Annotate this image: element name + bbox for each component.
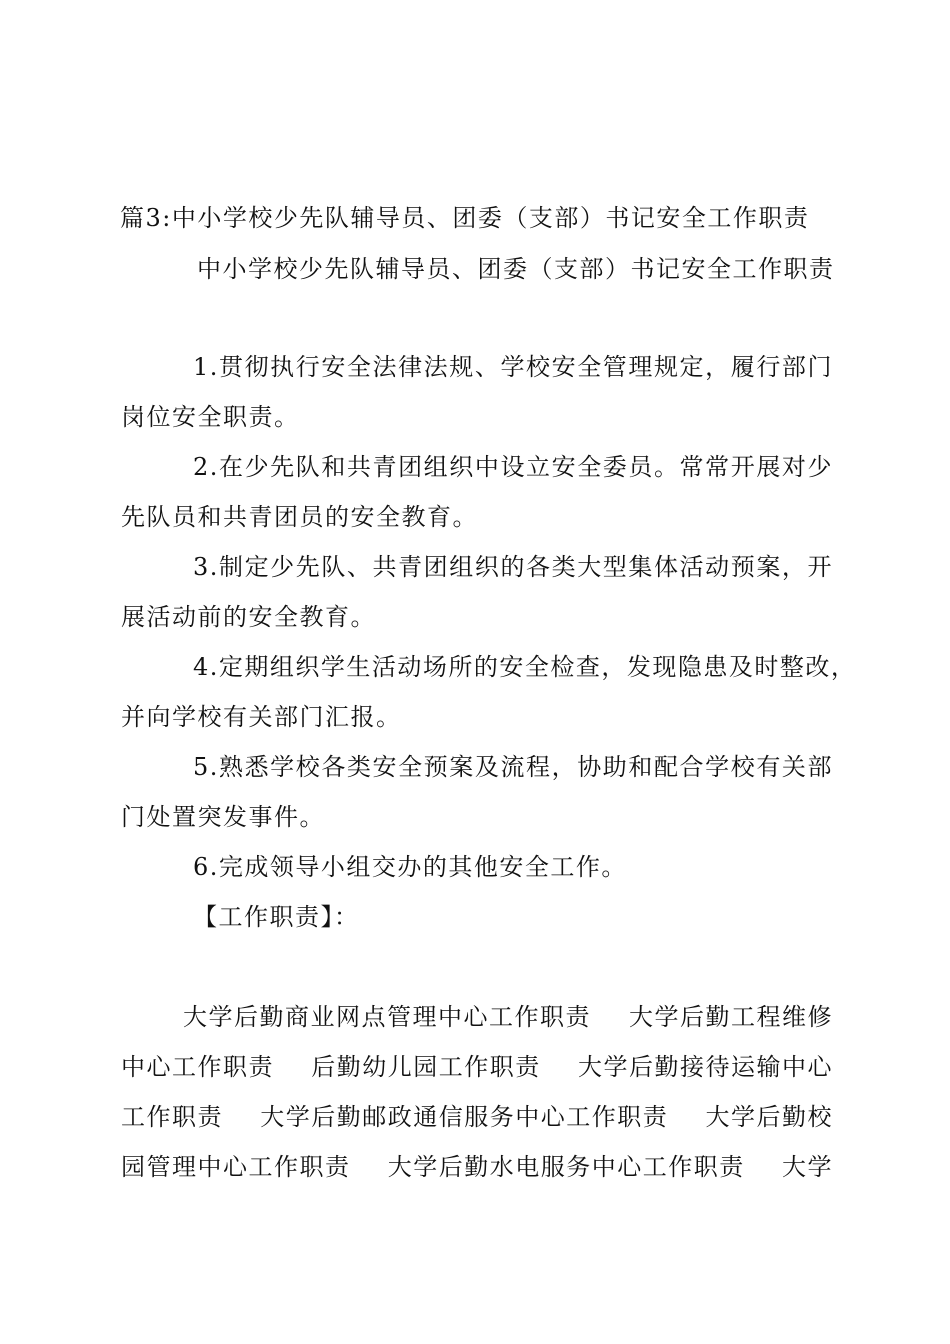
related-link[interactable]: 工作职责 <box>121 1103 223 1131</box>
item-4-line-1: 4.定期组织学生活动场所的安全检查，发现隐患及时整改， <box>193 653 857 681</box>
related-link[interactable]: 大学后勤工程维修 <box>629 1003 833 1031</box>
item-5-line-1: 5.熟悉学校各类安全预案及流程，协助和配合学校有关部 <box>193 753 833 781</box>
related-links-line-3 <box>121 1102 833 1132</box>
related-link[interactable]: 园管理中心工作职责 <box>121 1153 351 1181</box>
item-3-line-1: 3.制定少先队、共青团组织的各类大型集体活动预案，开 <box>193 553 833 581</box>
item-2-line-1: 2.在少先队和共青团组织中设立安全委员。常常开展对少 <box>193 453 833 481</box>
item-3-line-2: 展活动前的安全教育。 <box>121 603 376 631</box>
related-link[interactable]: 大学后勤校 <box>705 1103 833 1131</box>
related-link[interactable]: 大学后勤邮政通信服务中心工作职责 <box>260 1103 669 1131</box>
related-link[interactable]: 中心工作职责 <box>121 1053 274 1081</box>
related-links-line-1 <box>183 1002 833 1032</box>
item-1-line-2: 岗位安全职责。 <box>121 403 300 431</box>
related-link[interactable]: 大学后勤接待运输中心 <box>578 1053 833 1081</box>
item-1-line-1: 1.贯彻执行安全法律法规、学校安全管理规定，履行部门 <box>193 353 833 381</box>
document-heading: 篇3:中小学校少先队辅导员、团委（支部）书记安全工作职责 <box>120 204 810 232</box>
related-links-line-2 <box>121 1052 833 1082</box>
item-2-line-2: 先队员和共青团员的安全教育。 <box>121 503 478 531</box>
related-link[interactable]: 大学后勤商业网点管理中心工作职责 <box>183 1003 591 1031</box>
item-5-line-2: 门处置突发事件。 <box>121 803 325 831</box>
related-link[interactable]: 大学后勤水电服务中心工作职责 <box>387 1153 745 1181</box>
item-4-line-2: 并向学校有关部门汇报。 <box>121 703 402 731</box>
related-links-line-4 <box>121 1152 833 1182</box>
related-link[interactable]: 大学 <box>782 1153 833 1181</box>
related-link[interactable]: 后勤幼儿园工作职责 <box>311 1053 541 1081</box>
item-6-line-1: 6.完成领导小组交办的其他安全工作。 <box>193 853 627 881</box>
document-subtitle: 中小学校少先队辅导员、团委（支部）书记安全工作职责 <box>197 255 835 283</box>
section-label: 【工作职责】： <box>193 903 360 931</box>
